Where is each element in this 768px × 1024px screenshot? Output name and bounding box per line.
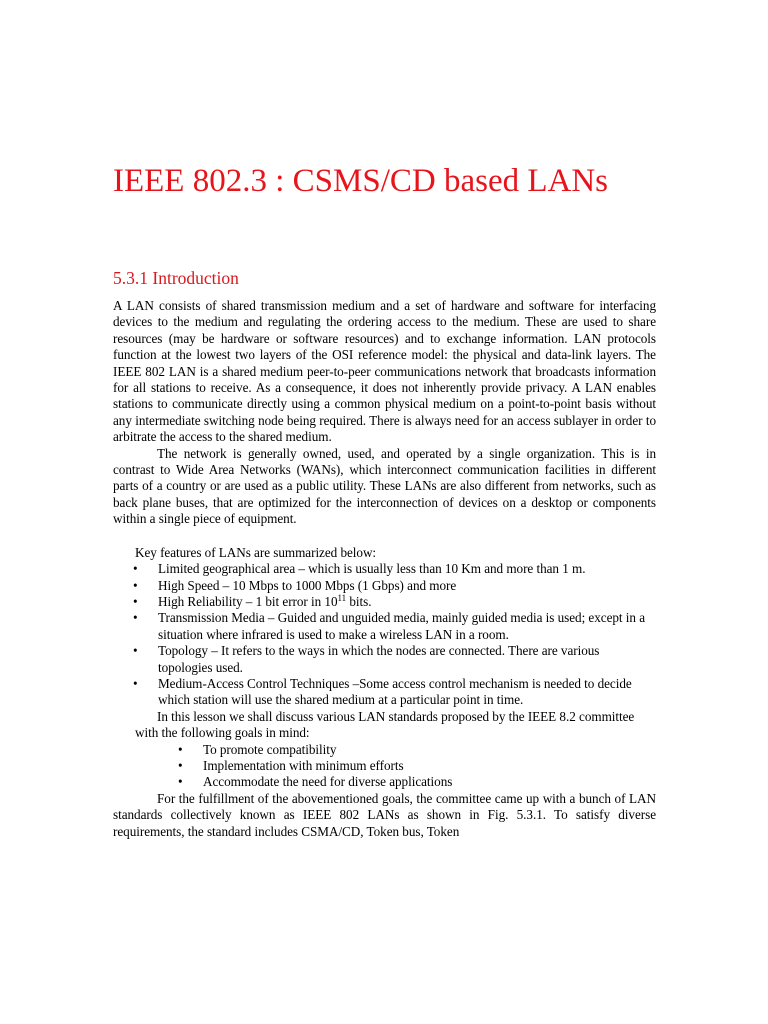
exponent: 11 xyxy=(337,592,347,603)
goal-text: To promote compatibility xyxy=(203,741,337,757)
features-list xyxy=(113,561,656,709)
feature-text: High Speed – 10 Mbps to 1000 Mbps (1 Gbps) and more xyxy=(158,577,457,593)
bullet-icon: • xyxy=(133,610,138,626)
section-heading: 5.3.1 Introduction xyxy=(113,268,239,288)
list-item xyxy=(133,675,656,709)
bullet-icon: • xyxy=(133,577,138,593)
feature-text: Limited geographical area – which is usually less than 10 Km and more than 1 m. xyxy=(158,561,586,577)
list-item xyxy=(133,577,656,594)
goals-list xyxy=(113,742,656,791)
feature-text-suffix: bits. xyxy=(346,593,372,609)
bullet-icon: • xyxy=(133,561,138,577)
list-item xyxy=(133,643,656,676)
bullet-icon: • xyxy=(133,593,138,609)
list-item xyxy=(178,757,656,774)
paragraph-fulfillment: For the fulfillment of the abovementioned goals, the committee came up with a bunch of LAN standards collectively known as IEEE 802 LANs as shown in Fig. 5.3.1. To satisfy diverse requirements, the standard includes CSMA/CD, Token bus, Token xyxy=(113,790,656,839)
goal-text: Implementation with minimum efforts xyxy=(203,757,404,773)
lesson-text: In this lesson we shall discuss various LAN standards proposed by the IEEE 8.2 committee with the following goals in mind: xyxy=(135,708,635,741)
body-text xyxy=(113,298,656,840)
key-features-intro: Key features of LANs are summarized below: xyxy=(135,544,377,560)
list-item xyxy=(133,610,656,643)
feature-text: Topology – It refers to the ways in which the nodes are connected. There are various topologies used. xyxy=(158,643,600,675)
bullet-icon: • xyxy=(133,643,138,659)
paragraph-intro: A LAN consists of shared transmission medium and a set of hardware and software for interfacing devices to the medium and regulating the ordering access to the medium. These are used to share resources (may be hardware or software resources) and to exchange information. LAN protocols function at the lowest two layers of the OSI reference model: the physical and data-link layers. The IEEE 802 LAN is a shared medium peer-to-peer communications network that broadcasts information for all stations to receive. As a consequence, it does not inherently provide privacy. A LAN enables stations to communicate directly using a common physical medium on a point-to-point basis without any intermediate switching node being required. There is always need for an access sublayer in order to arbitrate the access to the shared medium. xyxy=(113,298,656,445)
feature-text: High Reliability – 1 bit error in 10 xyxy=(158,593,338,609)
paragraph-network: The network is generally owned, used, and operated by a single organization. This is in contrast to Wide Area Networks (WANs), which interconnect communication facilities in different parts of a country or are used as a public utility. These LANs are also different from networks, such as back plane buses, that are optimized for the interconnection of devices on a desktop or components within a single piece of equipment. xyxy=(113,445,656,527)
bullet-icon: • xyxy=(133,675,138,691)
list-item xyxy=(133,592,656,610)
list-item xyxy=(178,774,656,790)
bullet-icon: • xyxy=(178,741,183,757)
list-item xyxy=(133,561,656,577)
bullet-icon: • xyxy=(178,757,183,773)
feature-text: Transmission Media – Guided and unguided media, mainly guided media is used; except in a situation where infrared is used to make a wireless LAN in a room. xyxy=(158,610,645,642)
list-item xyxy=(178,741,656,758)
goal-text: Accommodate the need for diverse applications xyxy=(203,774,453,790)
page-title: IEEE 802.3 : CSMS/CD based LANs xyxy=(113,163,608,199)
bullet-icon: • xyxy=(178,774,183,790)
feature-text: Medium-Access Control Techniques –Some access control mechanism is needed to decide which station will use the shared medium at a particular point in time. xyxy=(158,675,632,708)
